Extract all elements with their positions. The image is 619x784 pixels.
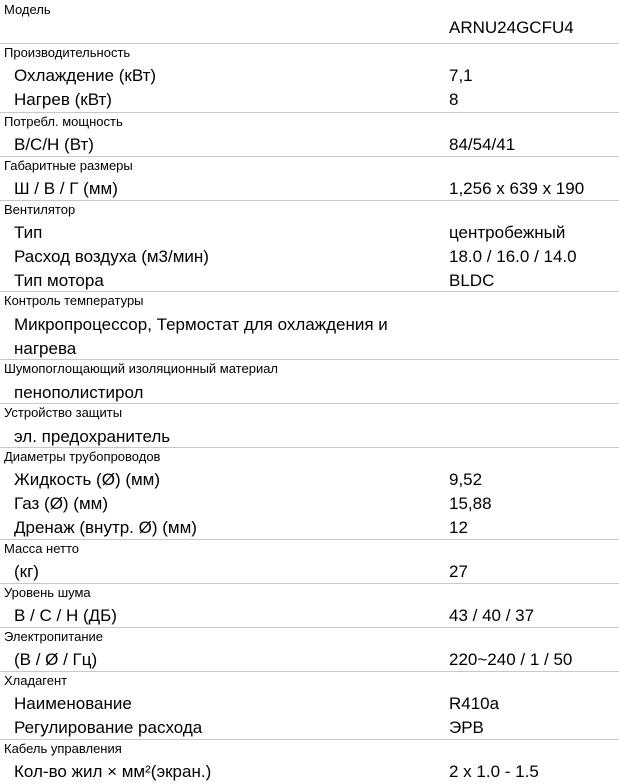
section-divider [0,291,619,292]
spec-value: 9,52 [449,470,483,489]
spec-value: центробежный [449,223,566,242]
spec-value: 12 [449,518,468,537]
spec-value: 18.0 / 16.0 / 14.0 [449,247,577,266]
spec-value: 27 [449,562,468,581]
spec-value: 84/54/41 [449,135,516,154]
section-title: Потребл. мощность [4,114,123,129]
spec-value: 43 / 40 / 37 [449,606,535,625]
section-divider [0,447,619,448]
section-title: Вентилятор [4,202,76,217]
section-divider [0,739,619,740]
spec-label: Тип мотора [14,271,104,290]
section-divider [0,43,619,44]
spec-label: Жидкость (Ø) (мм) [14,470,161,489]
section-divider [0,539,619,540]
section-title: Хладагент [4,673,68,688]
spec-value: R410a [449,694,500,713]
section-title: Уровень шума [4,585,91,600]
spec-value: 2 x 1.0 - 1.5 [449,762,539,781]
spec-label: эл. предохранитель [14,427,171,446]
section-divider [0,583,619,584]
section-divider [0,627,619,628]
spec-label: Охлаждение (кВт) [14,66,157,85]
spec-label: В / С / Н (ДБ) [14,606,117,625]
spec-label: пенополистирол [14,383,144,402]
section-title: Шумопоглощающий изоляционный материал [4,361,279,376]
spec-label: (В / Ø / Гц) [14,650,98,669]
section-title: Модель [4,2,51,17]
spec-label: Наименование [14,694,132,713]
spec-label: (кг) [14,562,39,581]
section-divider [0,359,619,360]
spec-label: Ш / В / Г (мм) [14,179,118,198]
spec-value: 15,88 [449,494,492,513]
spec-value: 220~240 / 1 / 50 [449,650,573,669]
section-title: Устройство защиты [4,405,123,420]
spec-value: ARNU24GCFU4 [449,18,574,37]
spec-label: Кол-во жил × мм²(экран.) [14,762,212,781]
spec-label: Регулирование расхода [14,718,203,737]
spec-value: 1,256 x 639 x 190 [449,179,585,198]
section-divider [0,403,619,404]
section-title: Масса нетто [4,541,80,556]
section-title: Кабель управления [4,741,122,756]
spec-value: BLDC [449,271,495,290]
spec-label: Микропроцессор, Термостат для охлаждения и нагрева [14,315,388,358]
section-title: Электропитание [4,629,103,644]
spec-value: 8 [449,90,459,109]
spec-label: В/С/Н (Вт) [14,135,94,154]
spec-label: Газ (Ø) (мм) [14,494,108,513]
section-title: Производительность [4,45,131,60]
spec-label: Расход воздуха (м3/мин) [14,247,209,266]
section-divider [0,112,619,113]
section-title: Контроль температуры [4,293,144,308]
section-title: Диаметры трубопроводов [4,449,161,464]
section-divider [0,156,619,157]
spec-value: 7,1 [449,66,473,85]
spec-label: Нагрев (кВт) [14,90,112,109]
spec-value: ЭРВ [449,718,484,737]
section-divider [0,200,619,201]
section-divider [0,671,619,672]
spec-label: Тип [14,223,43,242]
spec-label: Дренаж (внутр. Ø) (мм) [14,518,197,537]
section-title: Габаритные размеры [4,158,133,173]
